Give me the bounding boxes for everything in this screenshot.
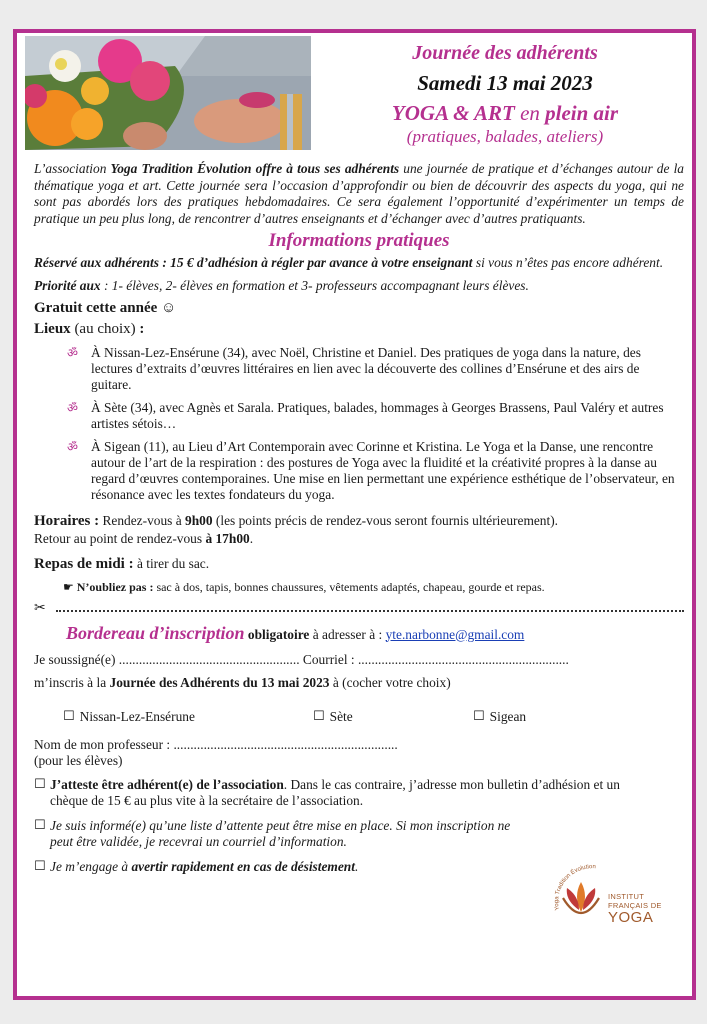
header-photo (25, 36, 311, 150)
inscris-line (34, 674, 684, 691)
checkbox-icon[interactable]: ☐ (473, 708, 485, 724)
choice-label: Sigean (489, 708, 527, 724)
om-icon: ॐ (67, 345, 78, 360)
priority-rest: : 1- élèves, 2- élèves en formation et 3- professeurs accompagnant leurs élèves. (100, 277, 529, 293)
intro-text-1: L’association (34, 161, 111, 176)
checkbox-icon[interactable]: ☐ (34, 817, 46, 833)
logo-line-2: FRANÇAIS DE (608, 901, 662, 910)
om-icon: ॐ (67, 400, 78, 415)
engage-bold: avertir rapidement en cas de désistement (131, 858, 355, 874)
email-link[interactable]: yte.narbonne@gmail.com (385, 626, 525, 642)
engage-text-a: Je m’engage à (50, 858, 132, 874)
bordereau-obligatoire: obligatoire (244, 626, 310, 642)
om-icon: ॐ (67, 439, 78, 454)
theme-main: YOGA & ART (391, 101, 515, 125)
horaires-block (34, 512, 684, 547)
retour-text-a: Retour au point de rendez-vous (34, 530, 206, 546)
choice-sigean[interactable] (473, 708, 526, 725)
place-text: À Sète (34), avec Agnès et Sarala. Pratiques, balades, hommages à Georges Brassens, Paul Valéry et autres artistes sétois… (91, 399, 664, 431)
gratuit-line: Gratuit cette année ☺ (34, 299, 177, 316)
reserve-line (34, 255, 684, 272)
intro-paragraph (34, 161, 684, 227)
event-theme (315, 99, 695, 127)
pointing-hand-icon: ☛ (63, 579, 74, 594)
choice-label: Sète (329, 708, 353, 724)
cut-line (34, 600, 684, 616)
infos-title: Informations pratiques (268, 230, 450, 251)
engage-checkbox-row[interactable] (34, 859, 634, 876)
logo-line-1: INSTITUT (608, 892, 645, 901)
header (315, 39, 695, 147)
inscris-bold: Journée des Adhérents du 13 mai 2023 (109, 674, 330, 690)
list-item (67, 439, 679, 503)
event-title: Journée des adhérents (412, 42, 598, 64)
checkbox-icon[interactable]: ☐ (34, 858, 46, 874)
inscris-text-b: à (cocher votre choix) (329, 674, 451, 690)
oubliez-text: sac à dos, tapis, bonnes chaussures, vêtements adaptés, chapeau, gourde et repas. (153, 579, 545, 594)
attest-rest: . Dans le cas contraire, j’adresse mon bulletin d’adhésion et un chèque de 15 € au plus vite à la secrétaire de l’association. (50, 776, 620, 808)
engage-text-b: . (354, 858, 359, 874)
reserve-bold: Réservé aux adhérents : 15 € d’adhésion à régler par avance à votre enseignant (34, 255, 473, 270)
reserve-rest: si vous n’êtes pas encore adhérent. (472, 255, 664, 270)
intro-text-3: une journée de pratique et d’échanges autour de la thématique yoga et art. Cette journée sera l’occasion d’approfondir ou bien de découvrir des aspects du yoga, qui ne sont pas abordés lors des pratiques hebdomadaires. Ce sera également l’opportunité d’expérimenter un temps de pratique un peu plus long, de rencontrer d’autres enseignants et d’échanger avec d’autres pratiquants. (34, 161, 684, 226)
attente-text: Je suis informé(e) qu’une liste d’attente peut être mise en place. Si mon inscription ne peut être validée, je recevrai un courriel d’information. (50, 817, 511, 849)
horaires-line (34, 512, 684, 530)
checkbox-icon[interactable]: ☐ (63, 708, 75, 724)
location-choices (34, 708, 684, 725)
attente-checkbox-row[interactable] (34, 818, 514, 851)
checkbox-icon[interactable]: ☐ (34, 776, 46, 792)
bordereau-adresser: à adresser à : (309, 626, 386, 642)
choice-sete[interactable] (313, 708, 473, 725)
retour-time: à 17h00 (205, 530, 250, 546)
repas-line (34, 555, 684, 573)
soussigne-field[interactable]: Je soussigné(e) ...................................................... Courriel : ............................................................... (34, 651, 569, 667)
theme-mid: en (520, 101, 540, 125)
choice-nissan[interactable] (63, 708, 313, 725)
repas-label: Repas de midi : (34, 555, 134, 572)
retour-text-b: . (249, 530, 254, 546)
professeur-note: (pour les élèves) (34, 752, 123, 768)
dotted-divider (56, 604, 684, 612)
event-date: Samedi 13 mai 2023 (417, 71, 593, 95)
flowers-offering-image (25, 36, 311, 150)
intro-org: Yoga Tradition Évolution (110, 161, 252, 176)
inscris-text-a: m’inscris à la (34, 674, 110, 690)
main-content (34, 161, 684, 875)
place-text: À Sigean (11), au Lieu d’Art Contemporain avec Corinne et Kristina. Le Yoga et la Danse, une rencontre autour de l’art de la respiration : des postures de Yoga avec la fluidité et la créativité propres à la danse au regard d’œuvres contemporaines. Une mise en lien permettant une expérience esthétique de l’observateur, en résonance avec les textes fondateurs du yoga. (91, 438, 675, 502)
lieux-sub: (au choix) (70, 320, 136, 337)
horaires-label: Horaires : (34, 512, 100, 529)
scissors-icon: ✂ (34, 599, 46, 616)
retour-line (34, 530, 684, 547)
professeur-field[interactable] (34, 737, 684, 769)
logo-arc-text: Yoga Tradition Évolution (554, 864, 596, 911)
lieux-colon: : (135, 320, 145, 337)
logo-line-3: YOGA (608, 909, 654, 926)
lieux-heading (34, 319, 684, 339)
logo-text (608, 892, 662, 925)
list-item (67, 400, 679, 432)
theme-end: plein air (545, 101, 619, 125)
intro-offer: offre à tous ses adhérents (255, 161, 400, 176)
oubliez-label: N’oubliez pas : (73, 579, 154, 594)
bordereau-heading (66, 623, 684, 645)
horaires-time: 9h00 (185, 512, 213, 528)
oubliez-line (63, 579, 684, 595)
list-item (67, 345, 679, 393)
priority-line (34, 277, 684, 294)
priority-bold: Priorité aux (34, 277, 101, 293)
attest-bold: J’atteste être adhérent(e) de l’association (50, 776, 284, 792)
checkbox-icon[interactable]: ☐ (313, 708, 325, 724)
place-text: À Nissan-Lez-Ensérune (34), avec Noël, Christine et Daniel. Des pratiques de yoga dans la nature, des lectures d’extraits d’œuvres littéraires en lien avec la découverte des collines d’Ensérune et des airs de guitare. (91, 344, 641, 392)
event-subtitle: (pratiques, balades, ateliers) (406, 127, 604, 146)
lieux-label: Lieux (34, 320, 71, 337)
places-list (67, 345, 679, 503)
horaires-text-a: Rendez-vous à (99, 512, 186, 528)
attest-text (50, 777, 634, 810)
professeur-line[interactable]: Nom de mon professeur : ................................................................... (34, 736, 398, 752)
attest-checkbox-row[interactable] (34, 777, 634, 810)
bordereau-title: Bordereau d’inscription (66, 622, 245, 643)
choice-label: Nissan-Lez-Ensérune (79, 708, 195, 724)
repas-text: à tirer du sac. (133, 555, 210, 571)
horaires-text-b: (les points précis de rendez-vous seront fournis ultérieurement). (212, 512, 559, 528)
